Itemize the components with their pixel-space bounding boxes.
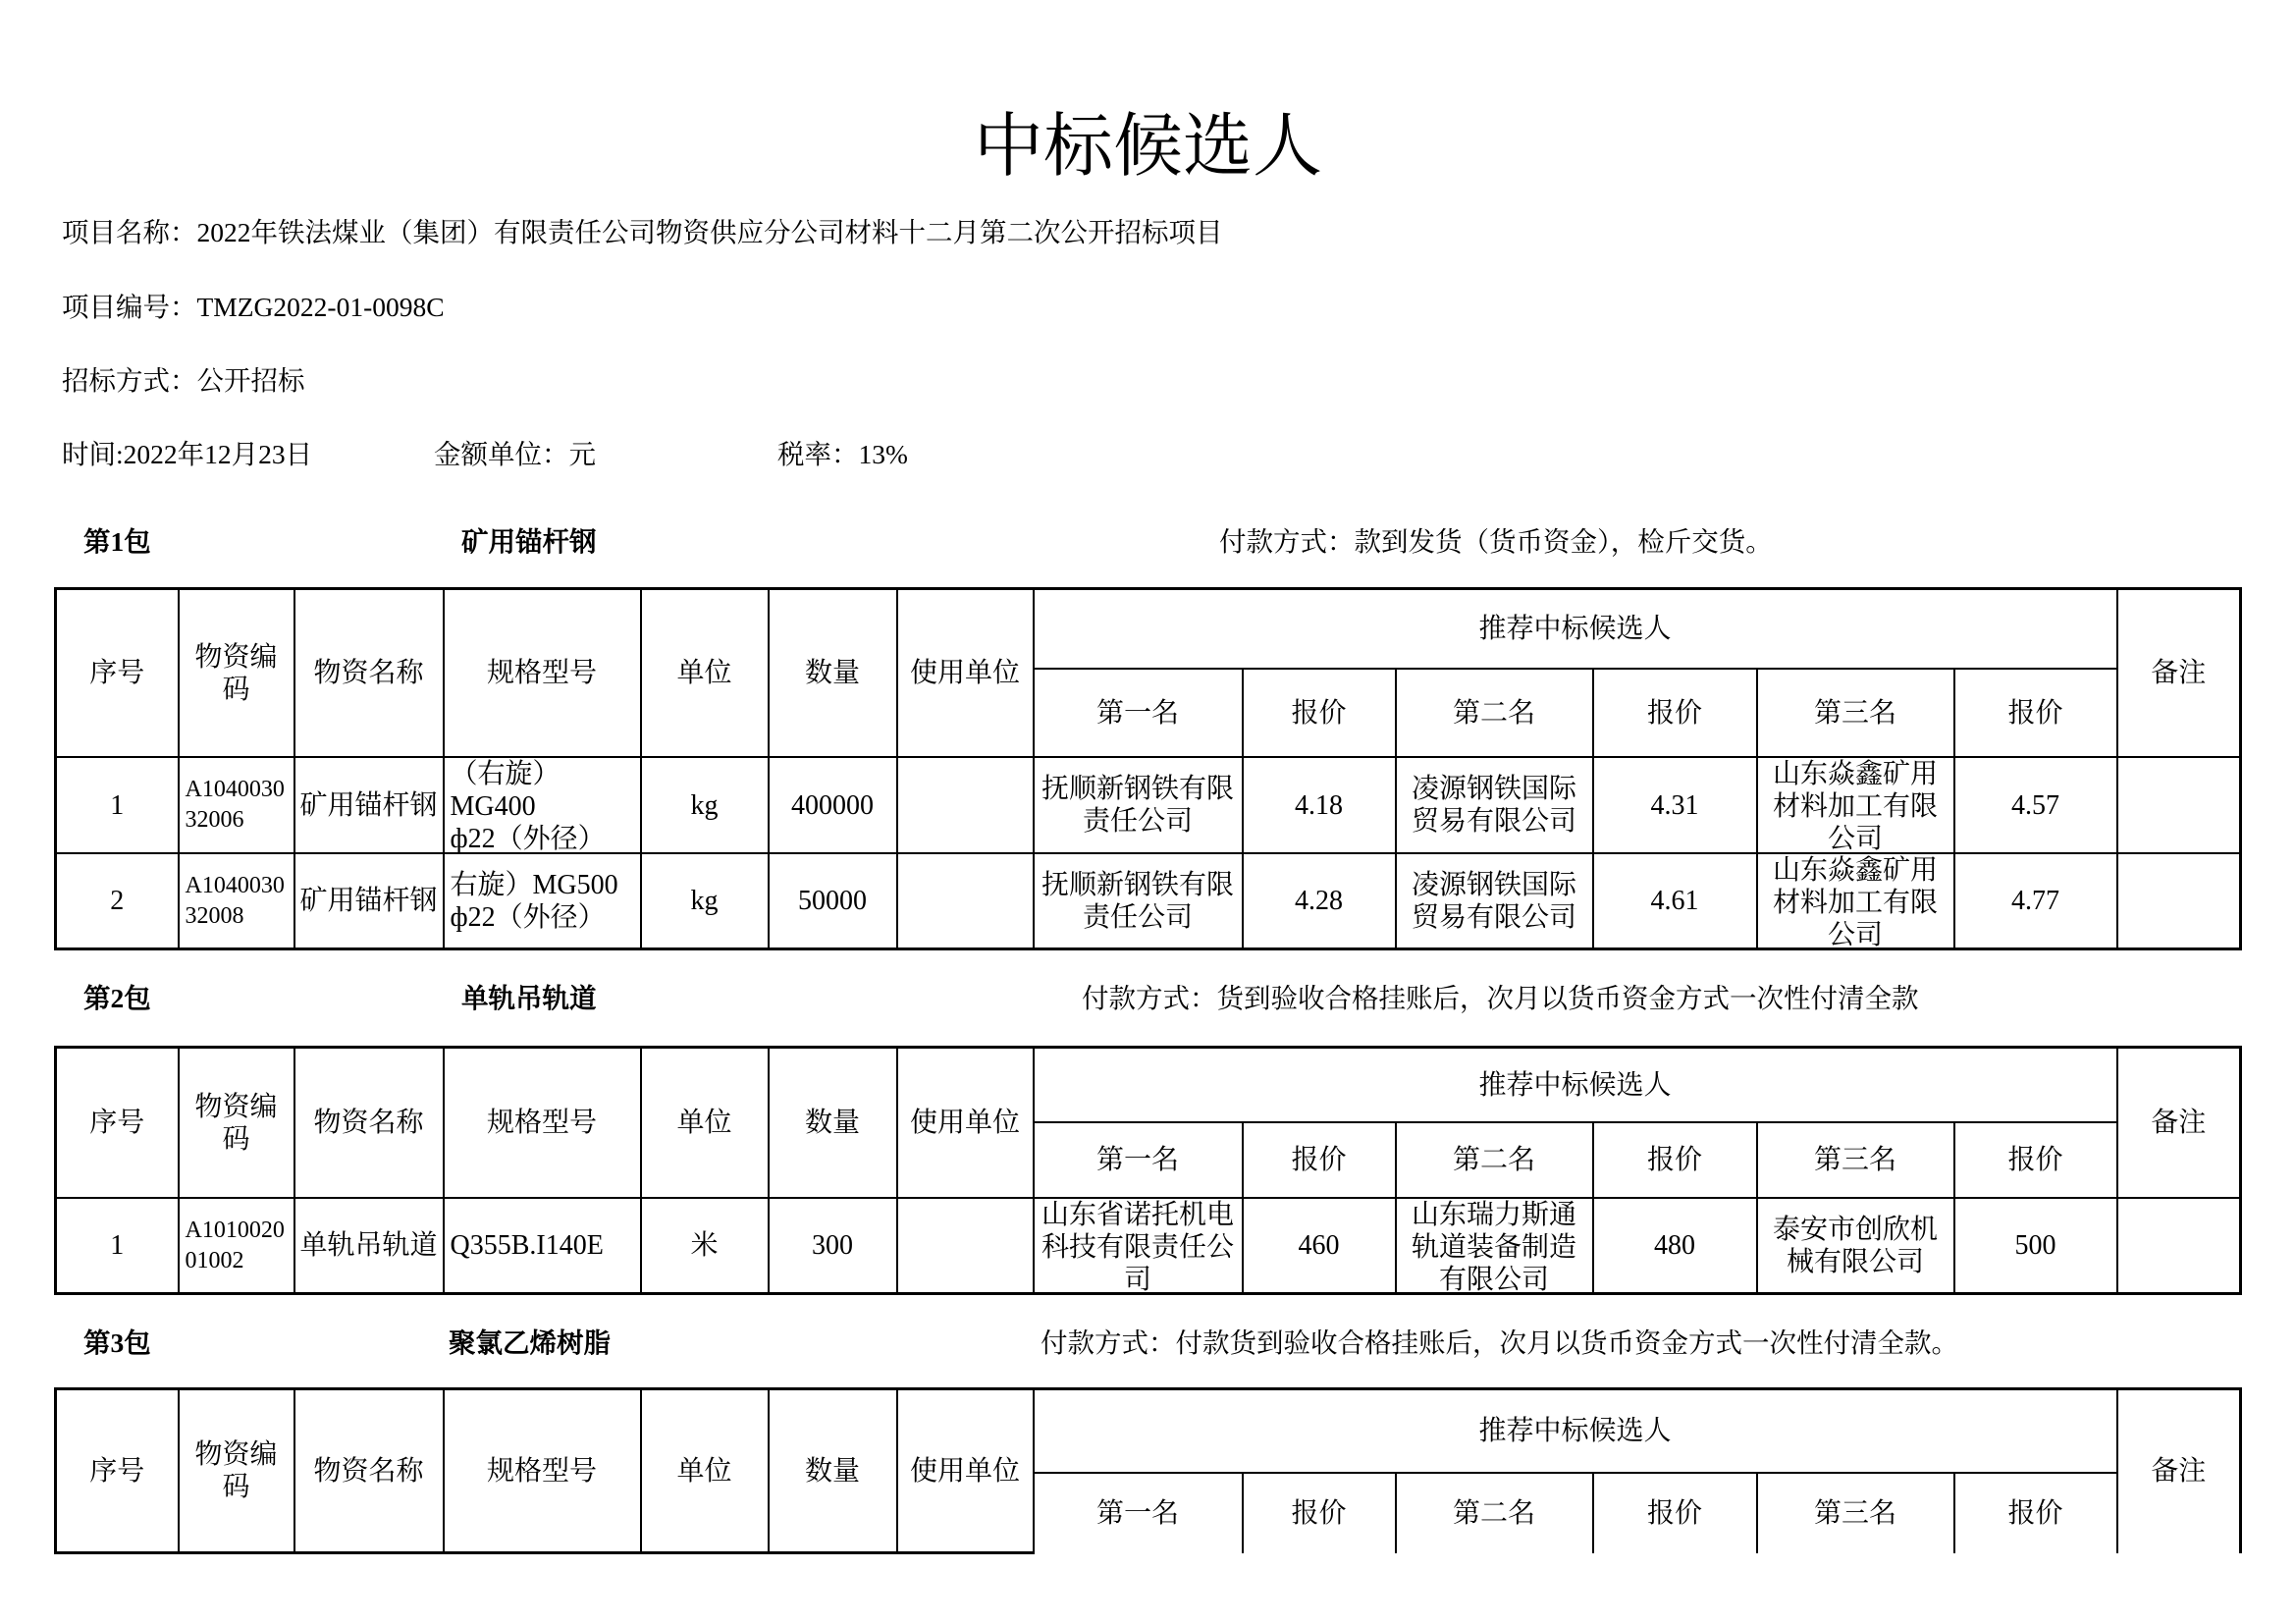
header-recommend — [1034, 1048, 2117, 1123]
table-row — [56, 757, 2241, 853]
row-1-spec-cell — [444, 757, 641, 853]
header-third — [1757, 1473, 1954, 1552]
page-title: 中标候选人 — [973, 109, 1322, 186]
header-first-text: 第一名 — [1095, 697, 1179, 729]
package-1-table — [54, 587, 2242, 950]
header-second-price-text: 报价 — [1646, 697, 1702, 729]
header-remark-text: 备注 — [2151, 658, 2207, 688]
row-1-first-cell-text: 山东省诺托机电 科技有限责任公 司 — [1041, 1200, 1234, 1292]
header-user-unit-text: 使用单位 — [909, 1455, 1020, 1487]
row-2-second-price-cell — [1593, 853, 1757, 949]
header-code — [179, 1048, 294, 1199]
header-remark — [2117, 1389, 2241, 1553]
header-recommend-text: 推荐中标候选人 — [1478, 614, 1672, 644]
row-1-third-price-cell-text: 500 — [2014, 1230, 2056, 1261]
row-1-third-cell — [1757, 1198, 1954, 1294]
header-spec-text: 规格型号 — [486, 658, 597, 688]
row-2-spec-cell — [444, 853, 641, 949]
header-second-price-text: 报价 — [1646, 1497, 1702, 1529]
row-1-qty-cell-text: 300 — [812, 1230, 853, 1261]
table-row — [56, 853, 2241, 949]
header-seq-text: 序号 — [89, 1108, 145, 1138]
header-third — [1757, 669, 1954, 757]
package-2-material: 单轨吊轨道 — [461, 983, 597, 1013]
row-2-second-cell-text: 凌源钢铁国际 贸易有限公司 — [1411, 869, 1576, 933]
row-2-code-cell — [179, 853, 294, 949]
header-second-text: 第二名 — [1452, 1497, 1535, 1529]
row-1-spec-cell-text: Q355B.I140E — [450, 1230, 604, 1261]
header-qty-text: 数量 — [804, 1455, 860, 1487]
row-1-user-unit-cell — [897, 1198, 1034, 1294]
bid-method: 招标方式：公开招标 — [62, 365, 305, 396]
header-user-unit — [897, 1389, 1034, 1553]
header-third-price-text: 报价 — [2007, 697, 2063, 729]
row-1-second-price-cell-text: 480 — [1654, 1230, 1695, 1261]
row-1-unit-cell-text: 米 — [690, 1230, 719, 1261]
header-third-price — [1954, 1473, 2117, 1552]
row-1-second-price-cell — [1593, 757, 1757, 853]
header-name-text: 物资名称 — [313, 1108, 424, 1138]
header-seq — [56, 1048, 179, 1199]
header-remark — [2117, 589, 2241, 758]
header-row — [56, 589, 2241, 670]
header-seq — [56, 589, 179, 758]
row-2-first-cell-text: 抚顺新钢铁有限 责任公司 — [1041, 869, 1234, 933]
header-third-text: 第三名 — [1813, 1145, 1896, 1175]
header-code — [179, 589, 294, 758]
package-2-table — [54, 1046, 2242, 1295]
header-name-text: 物资名称 — [313, 658, 424, 688]
header-spec-text: 规格型号 — [486, 1108, 597, 1138]
row-1-remark-cell-text — [2118, 758, 2240, 852]
row-1-first-cell — [1034, 1198, 1243, 1294]
header-user-unit-text: 使用单位 — [909, 1108, 1020, 1138]
header-spec — [444, 589, 641, 758]
row-2-remark-cell-text — [2118, 854, 2240, 947]
row-2-user-unit-cell — [897, 853, 1034, 949]
header-recommend — [1034, 1389, 2117, 1474]
header-first — [1034, 669, 1243, 757]
package-2-label: 第2包 — [83, 983, 151, 1013]
row-2-third-cell — [1757, 853, 1954, 949]
header-second-price — [1593, 1473, 1757, 1552]
row-2-spec-cell-text: 右旋）MG500 ф22（外径） — [450, 869, 618, 933]
row-1-second-price-cell — [1593, 1198, 1757, 1294]
row-1-name-cell — [294, 1198, 444, 1294]
row-2-third-price-cell-text: 4.77 — [2011, 886, 2059, 916]
header-second-price — [1593, 1122, 1757, 1198]
row-2-unit-cell — [641, 853, 769, 949]
row-2-seq-cell — [56, 853, 179, 949]
row-1-seq-cell — [56, 757, 179, 853]
row-1-name-cell-text: 矿用锚杆钢 — [299, 789, 438, 821]
project-code: 项目编号：TMZG2022-01-0098C — [62, 292, 445, 322]
project-name: 项目名称：2022年铁法煤业（集团）有限责任公司物资供应分公司材料十二月第二次公开招标项目 — [62, 217, 1223, 247]
row-1-spec-cell — [444, 1198, 641, 1294]
row-1-user-unit-cell-text — [898, 758, 1033, 852]
row-2-third-cell-text: 山东焱鑫矿用 材料加工有限 公司 — [1772, 855, 1938, 947]
header-spec-text: 规格型号 — [486, 1455, 597, 1487]
row-1-code-cell — [179, 757, 294, 853]
tax-rate: 税率：13% — [777, 439, 908, 469]
row-2-qty-cell-text: 50000 — [798, 886, 867, 916]
row-1-name-cell-text: 单轨吊轨道 — [299, 1230, 438, 1261]
package-1-material: 矿用锚杆钢 — [461, 526, 597, 557]
row-2-first-price-cell — [1243, 853, 1396, 949]
row-1-code-cell-text: A1010020 01002 — [185, 1217, 285, 1273]
header-unit — [641, 1389, 769, 1553]
header-row — [56, 1048, 2241, 1123]
header-code-text: 物资编 码 — [194, 1439, 278, 1502]
row-1-unit-cell — [641, 1198, 769, 1294]
header-remark-text: 备注 — [2151, 1108, 2207, 1138]
package-3-label: 第3包 — [83, 1327, 151, 1358]
header-first — [1034, 1473, 1243, 1552]
bid-time: 时间:2022年12月23日 — [62, 439, 313, 469]
header-name — [294, 1389, 444, 1553]
row-1-third-cell — [1757, 757, 1954, 853]
row-1-first-price-cell — [1243, 1198, 1396, 1294]
header-first-price-text: 报价 — [1291, 1497, 1347, 1529]
header-second — [1396, 1473, 1593, 1552]
header-spec — [444, 1048, 641, 1199]
header-first-text: 第一名 — [1095, 1497, 1179, 1529]
row-1-name-cell — [294, 757, 444, 853]
header-unit — [641, 589, 769, 758]
row-1-seq-cell — [56, 1198, 179, 1294]
package-1-label: 第1包 — [83, 526, 151, 557]
header-first-price — [1243, 1122, 1396, 1198]
header-code-text: 物资编 码 — [194, 641, 278, 705]
row-1-first-price-cell — [1243, 757, 1396, 853]
header-unit — [641, 1048, 769, 1199]
row-2-third-price-cell — [1954, 853, 2117, 949]
row-1-first-cell-text: 抚顺新钢铁有限 责任公司 — [1041, 774, 1234, 837]
row-2-second-cell — [1396, 853, 1593, 949]
header-name-text: 物资名称 — [313, 1455, 424, 1487]
row-1-remark-cell — [2117, 757, 2241, 853]
row-2-seq-cell-text: 2 — [110, 886, 125, 916]
row-1-second-price-cell-text: 4.31 — [1650, 789, 1699, 821]
header-first-price-text: 报价 — [1291, 697, 1347, 729]
header-third-text: 第三名 — [1813, 697, 1896, 729]
row-2-second-price-cell-text: 4.61 — [1650, 886, 1699, 916]
header-remark-text: 备注 — [2151, 1456, 2207, 1488]
header-unit-text: 单位 — [676, 1108, 732, 1138]
table-row — [56, 1198, 2241, 1294]
package-2-payment-terms: 付款方式：货到验收合格挂账后，次月以货币资金方式一次性付清全款 — [1082, 983, 1919, 1013]
row-1-seq-cell-text: 1 — [110, 1230, 125, 1261]
header-unit-text: 单位 — [676, 1455, 732, 1487]
row-1-second-cell — [1396, 757, 1593, 853]
row-1-qty-cell — [769, 757, 897, 853]
package-3-material: 聚氯乙烯树脂 — [449, 1327, 611, 1358]
header-name — [294, 589, 444, 758]
header-seq — [56, 1389, 179, 1553]
header-seq-text: 序号 — [89, 658, 145, 688]
row-1-third-price-cell — [1954, 757, 2117, 853]
header-name — [294, 1048, 444, 1199]
row-1-code-cell — [179, 1198, 294, 1294]
header-qty-text: 数量 — [804, 658, 860, 688]
header-qty — [769, 1389, 897, 1553]
header-qty — [769, 589, 897, 758]
row-2-name-cell-text: 矿用锚杆钢 — [299, 886, 438, 916]
package-1-payment-terms: 付款方式：款到发货（货币资金），检斤交货。 — [1219, 526, 1773, 557]
header-second — [1396, 1122, 1593, 1198]
row-1-second-cell — [1396, 1198, 1593, 1294]
row-2-qty-cell — [769, 853, 897, 949]
header-first-text: 第一名 — [1095, 1145, 1179, 1175]
row-1-first-price-cell-text: 4.18 — [1295, 789, 1343, 821]
header-third-price — [1954, 669, 2117, 757]
header-third-price — [1954, 1122, 2117, 1198]
header-row — [56, 1389, 2241, 1474]
header-second-price — [1593, 669, 1757, 757]
header-seq-text: 序号 — [89, 1455, 145, 1487]
row-1-user-unit-cell — [897, 757, 1034, 853]
header-qty — [769, 1048, 897, 1199]
row-2-code-cell-text: A1040030 32008 — [185, 872, 285, 929]
row-1-unit-cell-text: kg — [690, 789, 719, 821]
header-third-text: 第三名 — [1813, 1497, 1896, 1529]
header-second — [1396, 669, 1593, 757]
header-recommend-text: 推荐中标候选人 — [1478, 1416, 1672, 1447]
header-remark — [2117, 1048, 2241, 1199]
row-1-qty-cell — [769, 1198, 897, 1294]
row-1-third-price-cell-text: 4.57 — [2011, 789, 2059, 821]
header-recommend — [1034, 589, 2117, 670]
header-third-price-text: 报价 — [2007, 1497, 2063, 1529]
row-1-third-cell-text: 山东焱鑫矿用 材料加工有限 公司 — [1772, 759, 1938, 852]
row-1-remark-cell-text — [2118, 1199, 2240, 1292]
header-first-price-text: 报价 — [1291, 1145, 1347, 1175]
row-1-spec-cell-text: （右旋）MG400 ф22（外径） — [450, 759, 606, 852]
header-code-text: 物资编 码 — [194, 1091, 278, 1155]
header-spec — [444, 1389, 641, 1553]
currency-unit: 金额单位：元 — [434, 439, 596, 469]
row-1-unit-cell — [641, 757, 769, 853]
package-3-table — [54, 1387, 2242, 1554]
header-second-price-text: 报价 — [1646, 1145, 1702, 1175]
row-1-remark-cell — [2117, 1198, 2241, 1294]
header-first-price — [1243, 669, 1396, 757]
header-recommend-text: 推荐中标候选人 — [1478, 1069, 1672, 1101]
header-user-unit — [897, 589, 1034, 758]
row-2-first-cell — [1034, 853, 1243, 949]
header-qty-text: 数量 — [804, 1108, 860, 1138]
header-first-price — [1243, 1473, 1396, 1552]
header-unit-text: 单位 — [676, 658, 732, 688]
row-1-code-cell-text: A1040030 32006 — [185, 777, 285, 833]
header-user-unit — [897, 1048, 1034, 1199]
header-code — [179, 1389, 294, 1553]
header-user-unit-text: 使用单位 — [909, 658, 1020, 688]
row-2-unit-cell-text: kg — [690, 886, 719, 916]
row-1-third-cell-text: 泰安市创欣机 械有限公司 — [1772, 1214, 1938, 1277]
header-third — [1757, 1122, 1954, 1198]
header-third-price-text: 报价 — [2007, 1145, 2063, 1175]
row-1-qty-cell-text: 400000 — [791, 789, 874, 821]
row-1-second-cell-text: 山东瑞力斯通 轨道装备制造 有限公司 — [1411, 1200, 1576, 1292]
header-first — [1034, 1122, 1243, 1198]
row-1-seq-cell-text: 1 — [110, 789, 125, 821]
package-3-payment-terms: 付款方式：付款货到验收合格挂账后，次月以货币资金方式一次性付清全款。 — [1041, 1327, 1958, 1358]
row-1-third-price-cell — [1954, 1198, 2117, 1294]
row-2-remark-cell — [2117, 853, 2241, 949]
header-second-text: 第二名 — [1452, 697, 1535, 729]
row-2-first-price-cell-text: 4.28 — [1295, 886, 1343, 916]
row-1-first-cell — [1034, 757, 1243, 853]
row-1-second-cell-text: 凌源钢铁国际 贸易有限公司 — [1411, 774, 1576, 837]
row-1-first-price-cell-text: 460 — [1298, 1230, 1340, 1261]
row-1-user-unit-cell-text — [898, 1199, 1033, 1292]
header-second-text: 第二名 — [1452, 1145, 1535, 1175]
row-2-name-cell — [294, 853, 444, 949]
row-2-user-unit-cell-text — [898, 854, 1033, 947]
